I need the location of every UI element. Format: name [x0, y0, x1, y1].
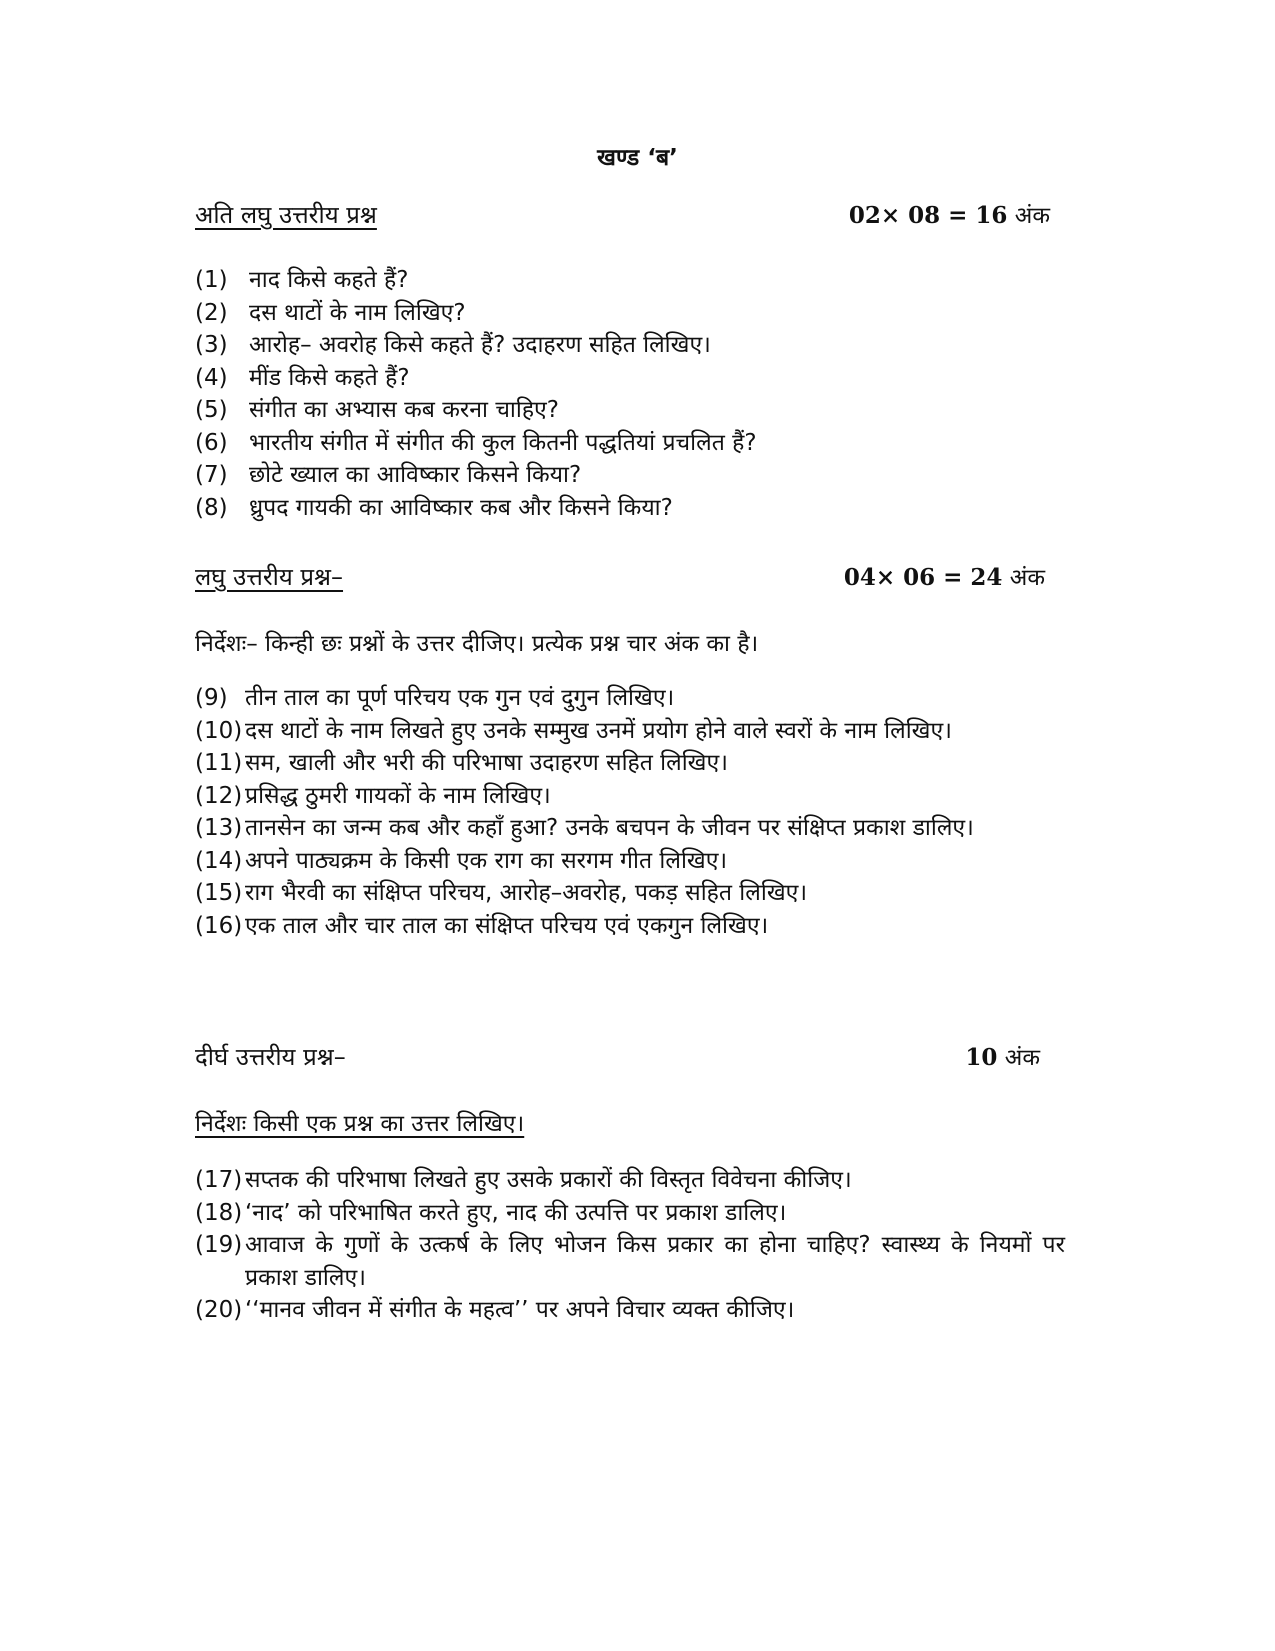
short-heading-row: [195, 560, 1050, 594]
question-number: (5): [195, 397, 228, 423]
very-short-marks: [849, 198, 1050, 230]
question-item: [195, 682, 1065, 715]
question-number: (2): [195, 299, 228, 326]
short-question-list: [195, 682, 1065, 942]
question-item: [195, 427, 1075, 460]
question-number: (3): [195, 332, 228, 358]
question-item: [195, 910, 1065, 943]
question-item: [195, 715, 1065, 748]
question-item: [195, 459, 1075, 492]
question-number: (12): [195, 782, 243, 809]
short-marks: [844, 560, 1045, 592]
question-number: (4): [195, 364, 228, 391]
question-text: राग भैरवी का संक्षिप्त परिचय, आरोह–अवरोह, पकड़ सहित लिखिए।: [245, 880, 808, 906]
question-number: (8): [195, 494, 228, 521]
question-item: [195, 492, 1075, 525]
long-marks-unit: अंक: [1004, 1045, 1040, 1071]
question-text: प्रसिद्ध ठुमरी गायकों के नाम लिखिए।: [245, 782, 551, 809]
question-text: ‘‘मानव जीवन में संगीत के महत्व’’ पर अपने विचार व्यक्त कीजिए।: [245, 1297, 795, 1323]
question-text: संगीत का अभ्यास कब करना चाहिए?: [249, 397, 559, 423]
question-item: [195, 297, 1075, 330]
question-text: दस थाटों के नाम लिखते हुए उनके सम्मुख उनमें प्रयोग होने वाले स्वरों के नाम लिखिए।: [245, 717, 952, 744]
short-instruction: निर्देशः– किन्ही छः प्रश्नों के उत्तर दीजिए। प्रत्येक प्रश्न चार अंक का है।: [195, 631, 759, 657]
question-number: (18): [195, 1199, 243, 1226]
question-item: [195, 780, 1065, 813]
question-item: [195, 1294, 1065, 1327]
question-item: [195, 362, 1075, 395]
question-number: (14): [195, 847, 243, 874]
question-item: [195, 394, 1075, 427]
very-short-marks-unit: अंक: [1014, 203, 1050, 229]
long-heading: दीर्घ उत्तरीय प्रश्न–: [195, 1043, 346, 1071]
question-text: नाद किसे कहते हैं?: [249, 267, 409, 293]
question-text: आवाज के गुणों के उत्कर्ष के लिए भोजन किस प्रकार का होना चाहिए? स्वास्थ्य के नियमों पर प्रकाश डालिए।: [245, 1232, 1065, 1291]
question-text: आरोह– अवरोह किसे कहते हैं? उदाहरण सहित लिखिए।: [249, 332, 711, 358]
question-text: सप्तक की परिभाषा लिखते हुए उसके प्रकारों की विस्तृत विवेचना कीजिए।: [245, 1167, 852, 1193]
question-number: (16): [195, 912, 243, 939]
question-number: (9): [195, 685, 228, 711]
long-marks-formula: 10: [965, 1044, 998, 1071]
question-text: सम, खाली और भरी की परिभाषा उदाहरण सहित लिखिए।: [245, 750, 728, 776]
question-text: अपने पाठ्यक्रम के किसी एक राग का सरगम गीत लिखिए।: [245, 847, 728, 874]
long-question-list: [195, 1164, 1065, 1327]
question-text: ध्रुपद गायकी का आविष्कार कब और किसने किया?: [249, 494, 673, 521]
question-text: ‘नाद’ को परिभाषित करते हुए, नाद की उत्पत्ति पर प्रकाश डालिए।: [245, 1199, 787, 1226]
section-title: खण्ड ‘ब’: [597, 145, 678, 171]
question-text: छोटे ख्याल का आविष्कार किसने किया?: [249, 462, 582, 488]
question-text: तीन ताल का पूर्ण परिचय एक गुन एवं दुगुन लिखिए।: [245, 685, 675, 711]
very-short-heading: अति लघु उत्तरीय प्रश्न: [195, 201, 377, 229]
question-number: (17): [195, 1167, 243, 1193]
long-marks: [965, 1040, 1040, 1072]
question-item: [195, 812, 1065, 845]
question-number: (11): [195, 750, 243, 776]
question-item: [195, 877, 1065, 910]
question-item: [195, 1197, 1065, 1230]
very-short-marks-formula: 02× 08 = 16: [848, 202, 1008, 229]
question-number: (7): [195, 462, 228, 488]
question-item: [195, 747, 1065, 780]
question-number: (6): [195, 429, 228, 456]
very-short-heading-row: [195, 198, 1050, 232]
very-short-question-list: [195, 264, 1075, 524]
question-text: दस थाटों के नाम लिखिए?: [249, 299, 466, 326]
long-instruction: निर्देशः किसी एक प्रश्न का उत्तर लिखिए।: [195, 1111, 525, 1137]
question-item: [195, 845, 1065, 878]
short-marks-formula: 04× 06 = 24: [843, 564, 1003, 591]
long-heading-row: [195, 1040, 1050, 1074]
short-marks-unit: अंक: [1009, 565, 1045, 591]
question-number: (20): [195, 1297, 243, 1323]
question-number: (19): [195, 1232, 243, 1258]
question-item: [195, 264, 1075, 297]
short-heading: लघु उत्तरीय प्रश्न–: [195, 563, 344, 591]
question-number: (10): [195, 717, 243, 744]
question-number: (15): [195, 880, 243, 906]
question-item: [195, 329, 1075, 362]
question-text: एक ताल और चार ताल का संक्षिप्त परिचय एवं एकगुन लिखिए।: [245, 912, 769, 939]
question-item: [195, 1164, 1065, 1197]
question-text: भारतीय संगीत में संगीत की कुल कितनी पद्धतियां प्रचलित हैं?: [249, 429, 757, 456]
question-number: (1): [195, 267, 228, 293]
question-text: तानसेन का जन्म कब और कहाँ हुआ? उनके बचपन के जीवन पर संक्षिप्त प्रकाश डालिए।: [245, 815, 974, 841]
question-text: मींड किसे कहते हैं?: [249, 364, 410, 391]
question-item: [195, 1229, 1065, 1294]
question-number: (13): [195, 815, 243, 841]
